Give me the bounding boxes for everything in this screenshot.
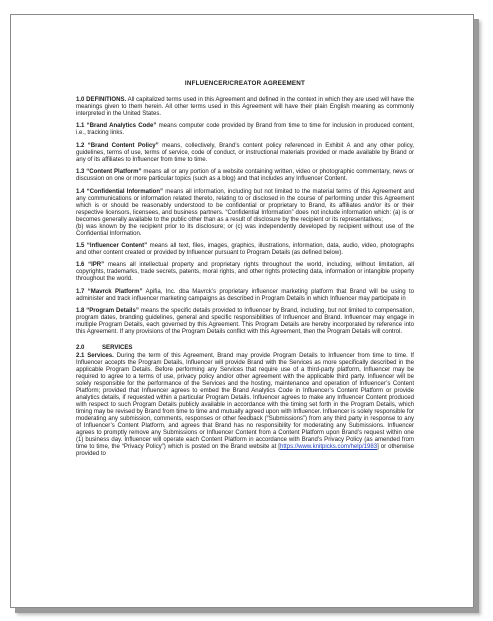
paragraph-lead: 1.1 “Brand Analytics Code” — [76, 123, 157, 130]
paragraph-lead: 1.4 “Confidential Information” — [76, 188, 164, 195]
paragraph-text: means the specific details provided to Influencer by Brand, including, but not limited to compensation, program dates, branding guidelines, general and specific responsibilities of Influencer and Brand. Influencer may engage in multiple Program Details, each governed by this Agreement. This Program Details are hereby incorporated by reference into this Agreement. If any provisions of the Program Details conflict with this Agreement, then the Program Details will control. — [76, 308, 414, 336]
paragraph-text: means all or any portion of a website containing written, video or photographic commentary, news or discussion on one or more particular topics (such as a blog) and that includes any Influencer Content. — [76, 169, 414, 183]
paragraph-text: means all intellectual property and proprietary rights throughout the world, including, without limitation, all copyrights, trademarks, trade secrets, patents, moral rights, and other rights protecting data, information or intangible property throughout the world. — [76, 262, 414, 283]
section-number: 2.0 — [76, 345, 85, 352]
section-title: SERVICES — [102, 345, 133, 352]
paragraph-text: means computer code provided by Brand from time to time for inclusion in produced content, i.e., tracking links. — [76, 123, 414, 137]
paragraph-lead: 1.7 “Mavrck Platform” — [76, 288, 143, 295]
paragraph-text: Apifia, Inc. dba Mavrck’s proprietary influencer marketing platform that Brand will be using to administer and track influencer marketing campaigns as described in Program Details in which Influencer may participate in — [76, 288, 414, 302]
paragraph-tail: ] or otherwise provided to — [76, 444, 415, 458]
paragraph-lead: 1.5 “Influencer Content” — [76, 242, 148, 249]
document-body — [76, 80, 414, 464]
definition-influencer-content — [76, 243, 414, 257]
services-paragraph — [76, 353, 414, 458]
paragraph-text: means, collectively, Brand’s content policy referenced in Exhibit A and any other policy, guidelines, terms of use, terms of service, code of conduct, or instructional materials provided or made available by Brand or any of its affiliates to Influencer from time to time. — [76, 142, 414, 163]
definition-program-details — [76, 308, 414, 336]
paragraph-text: All capitalized terms used in this Agreement and defined in the context in which they are used will have the meanings given to them herein. All other terms used in this Agreement will have their plain English meaning as commonly interpreted in the United States. — [76, 97, 414, 117]
section-heading-services — [76, 345, 414, 352]
paragraph-lead: 1.8 “Program Details” — [76, 308, 139, 315]
privacy-policy-link[interactable]: https://www.knitpicks.com/help/1983 — [280, 444, 378, 451]
definition-content-platform — [76, 169, 414, 183]
paragraph-lead: 2.1 Services. — [76, 353, 114, 360]
document-page — [10, 14, 474, 608]
definition-brand-analytics-code — [76, 123, 414, 137]
definition-brand-content-policy — [76, 143, 414, 164]
paragraph-text: During the term of this Agreement, Brand may provide Program Details to Influencer from time to time. If Influencer accepts the Program Details, Influencer will provide Brand with the Services as more specifically described in the applicable Program Details. Before performing any Services that require use of a third-party platform, Influencer may be required to agree to a terms of use, privacy policy and/or other agreement with the applicable third party. Influencer will be solely responsible for the performance of the Services and the hosting, maintenance and operation of Influencer’s Content Platform; provided that Influencer agrees to embed the Brand Analytics Code in Influencer’s Content Platform or provide analytics details, if requested within a particular Program Details. Influencer agrees to make any Influencer Content produced with respect to such Program Details publicly available in accordance with the timing set forth in the Program Details, which timing may be revised by Brand from time to time and mutually agreed upon with Influencer. Influencer is solely responsible for moderating any submission, comments, responses or other feedback (“Submissions”) from any third party in response to any of Influencer’s Content Platform, and agrees that Brand has no responsibility for moderating any Submissions. Influencer agrees to promptly remove any Submissions or Influencer Content from a Content Platform upon Brand’s request within one (1) business day. Influencer will operate each Content Platform in accordance with Brand’s Privacy Policy (as amended from time to time, the “Privacy Policy”) which is posted on the Brand website at [ — [76, 353, 414, 451]
paragraph-lead: 1.3 “Content Platform” — [76, 169, 142, 176]
paragraph-text: means all information, including but not limited to the material terms of this Agreement and any communications or information related thereto, relating to or disclosed in the course of performing under this Agreement which is or should be reasonably understood to be confidential or proprietary to Brand, its affiliates and/or its or their respective licensors, licensees, and business partners. “Confidential Information” does not include information which: (a) is or becomes generally available to the public other than as a result of disclosure by the recipient or its representatives; — [76, 188, 414, 223]
definition-ipr — [76, 262, 414, 283]
paragraph-lead: 1.0 DEFINITIONS. — [76, 97, 127, 103]
paragraph-lead: 1.6 “IPR” — [76, 262, 105, 269]
definition-mavrck-platform — [76, 289, 414, 303]
paragraph-text: means all text, files, images, graphics, illustrations, information, data, audio, video, photographs and other content created or provided by Influencer pursuant to Program Details (as defined below). — [76, 242, 414, 256]
definitions-paragraph — [76, 97, 414, 118]
paragraph-lead: 1.2 “Brand Content Policy” — [76, 142, 159, 149]
document-title: INFLUENCER/CREATOR AGREEMENT — [184, 80, 306, 87]
definition-confidential-information — [76, 189, 414, 238]
paragraph-continuation: (b) was known by the recipient prior to its disclosure; or (c) was independently developed by recipient without use of the Confidential Information. — [76, 223, 414, 237]
